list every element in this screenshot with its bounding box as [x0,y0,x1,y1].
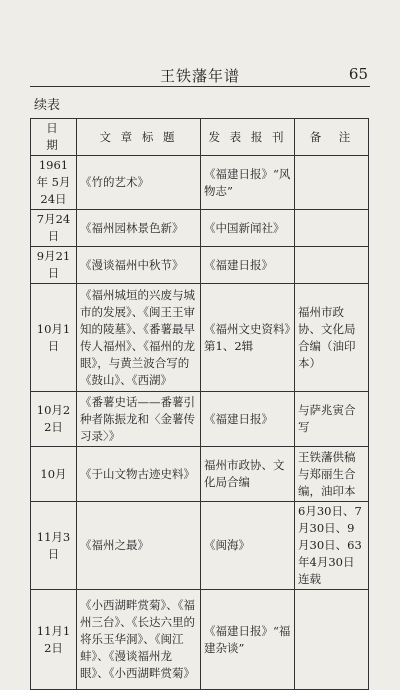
row-date: 10月1日 [31,284,77,392]
table-row [31,284,369,392]
row-note: 福州市政协、文化局合编（油印本） [295,284,369,392]
row-date: 10月22日 [31,392,77,447]
row-publication: 《福建日报》“风物志” [201,156,295,210]
table-row [31,210,369,247]
row-publication: 福州市政协、文化局合编 [201,447,295,502]
row-publication: 《福建日报》 [201,247,295,284]
row-publication: 《福州文史资料》第1、2辑 [201,284,295,392]
table-row [31,247,369,284]
row-note: 6月30日、7月30日、9月30日、63年4月30日连载 [295,502,369,590]
row-note: 王铁藩供稿与郑丽生合编，油印本 [295,447,369,502]
table-row [31,590,369,690]
row-note: 与萨兆寅合写 [295,392,369,447]
page-number: 65 [348,65,368,83]
column-header-title: 文 章 标 题 [77,119,201,156]
row-date: 11月3日 [31,502,77,590]
row-date: 1961 年 5月24日 [31,156,77,210]
row-publication: 《闽海》 [201,502,295,590]
row-title: 《竹的艺术》 [77,156,201,210]
row-note [295,247,369,284]
table-continued-label: 续表 [34,98,61,113]
row-date: 7月24日 [31,210,77,247]
row-note [295,210,369,247]
column-header-note: 备 注 [295,119,369,156]
row-note [295,590,369,690]
chronicle-table [30,118,369,690]
row-publication: 《福建日报》“福建杂谈” [201,590,295,690]
row-publication: 《中国新闻社》 [201,210,295,247]
table-row [31,156,369,210]
table-row [31,392,369,447]
row-title: 《福州城垣的兴废与城市的发展》、《闽王王审知的陵墓》、《番薯最早传人福州》、《福州的龙眼》，与黄兰波合写的《鼓山》、《西湖》 [77,284,201,392]
row-date: 9月21日 [31,247,77,284]
row-date: 10月 [31,447,77,502]
row-note [295,156,369,210]
row-date: 11月12日 [31,590,77,690]
row-title: 《漫谈福州中秋节》 [77,247,201,284]
row-title: 《福州之最》 [77,502,201,590]
column-header-date: 日 期 [31,119,77,156]
row-title: 《小西湖畔赏菊》、《福州三台》、《长达六里的将乐玉华洞》、《闽江蚌》、《漫谈福州龙眼》、《小西湖畔赏菊》 [77,590,201,690]
row-title: 《福州园林景色新》 [77,210,201,247]
row-title: 《番薯史话——番薯引种者陈振龙和〈金薯传习录〉》 [77,392,201,447]
column-header-publication: 发 表 报 刊 [201,119,295,156]
row-publication: 《福建日报》 [201,392,295,447]
table-row [31,502,369,590]
table-row [31,447,369,502]
table-header-row [31,119,369,156]
running-header [30,64,370,87]
row-title: 《于山文物古迹史料》 [77,447,201,502]
running-title: 王铁藩年谱 [159,67,240,85]
